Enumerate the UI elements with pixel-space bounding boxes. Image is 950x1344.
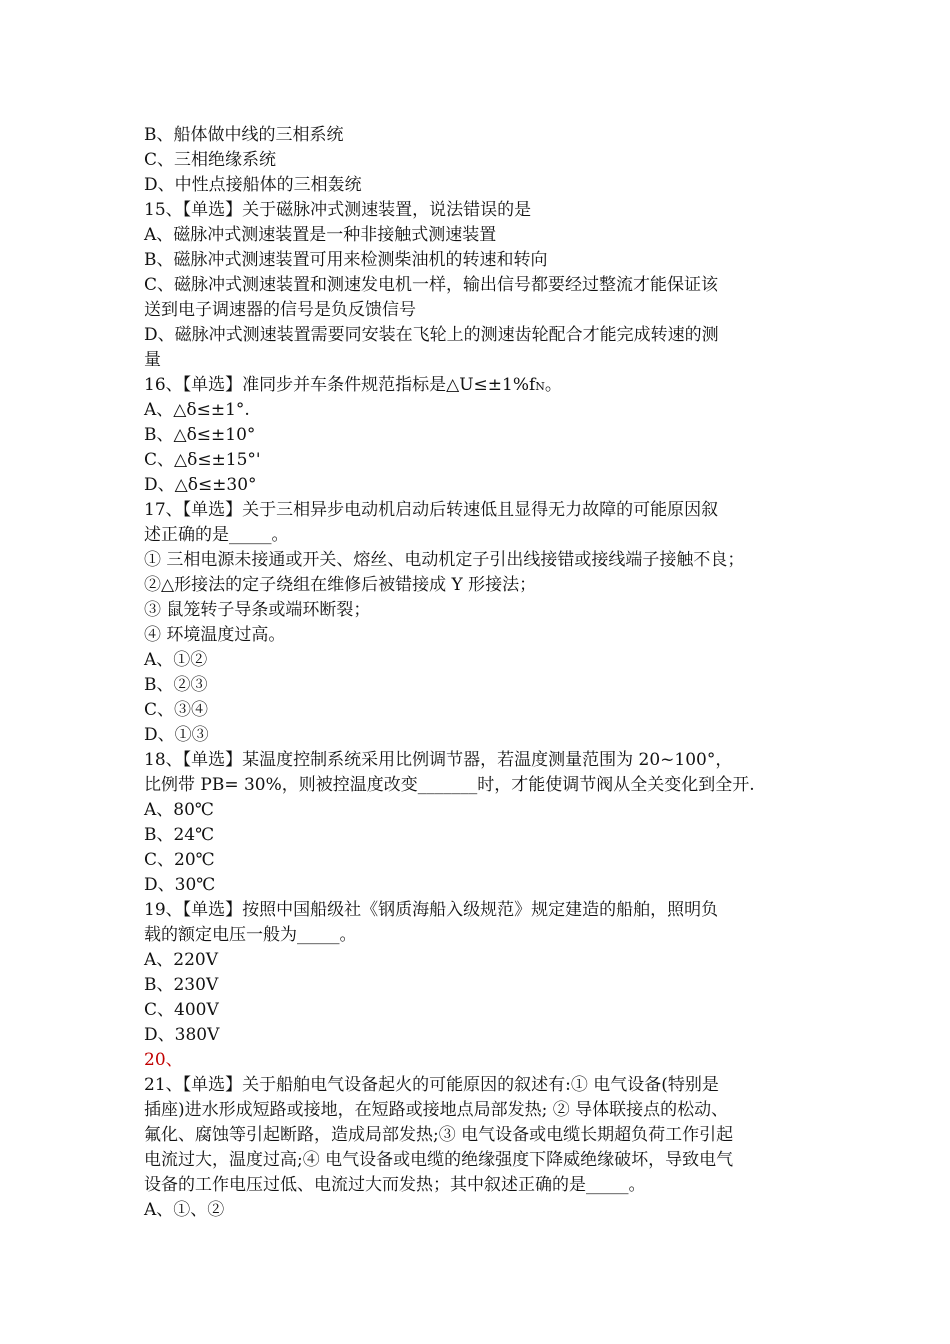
question-19: 19、【单选】按照中国船级社《钢质海船入级规范》规定建造的船舶，照明负 <box>144 900 719 920</box>
text-line: 述正确的是_____。 <box>144 525 289 545</box>
text-line: 电流过大，温度过高;④ 电气设备或电缆的绝缘强度下降威绝缘破坏，导致电气 <box>144 1150 734 1170</box>
option-line: C、△δ≤±15°' <box>144 450 261 470</box>
question-15: 15、【单选】关于磁脉冲式测速装置，说法错误的是 <box>144 200 532 220</box>
question-16-text: 16、【单选】准同步并车条件规范指标是△U≤±1%f <box>144 375 536 395</box>
text-line: 载的额定电压一般为_____。 <box>144 925 357 945</box>
text-line: 比例带 PB= 30%，则被控温度改变_______时，才能使调节阀从全关变化到全开. <box>144 775 755 795</box>
text-line: ③ 鼠笼转子导条或端环断裂； <box>144 600 371 620</box>
option-line: D、△δ≤±30° <box>144 475 257 495</box>
option-line: D、30℃ <box>144 875 216 895</box>
option-line: B、24℃ <box>144 825 215 845</box>
option-line: B、②③ <box>144 675 208 695</box>
question-21: 21、【单选】关于船舶电气设备起火的可能原因的叙述有:① 电气设备(特别是 <box>144 1075 719 1095</box>
text-line: 设备的工作电压过低、电流过大而发热；其中叙述正确的是_____。 <box>144 1175 646 1195</box>
option-line: A、220V <box>144 950 219 970</box>
option-line: D、①③ <box>144 725 209 745</box>
option-line: C、20℃ <box>144 850 215 870</box>
text-line: C、三相绝缘系统 <box>144 150 277 170</box>
option-line: C、400V <box>144 1000 219 1020</box>
text-line: ① 三相电源未接通或开关、熔丝、电动机定子引出线接错或接线端子接触不良； <box>144 550 745 570</box>
text-line: 送到电子调速器的信号是负反馈信号 <box>144 300 416 320</box>
option-line: D、380V <box>144 1025 220 1045</box>
question-16-suffix: 。 <box>544 375 562 395</box>
option-line: C、③④ <box>144 700 209 720</box>
question-18: 18、【单选】某温度控制系统采用比例调节器，若温度测量范围为 20~100°， <box>144 750 733 770</box>
document-body <box>144 123 816 1223</box>
option-line: B、230V <box>144 975 219 995</box>
text-line: 氟化、腐蚀等引起断路，造成局部发热;③ 电气设备或电缆长期超负荷工作引起 <box>144 1125 734 1145</box>
subscript-n: N <box>535 380 545 393</box>
text-line: 插座)进水形成短路或接地，在短路或接地点局部发热; ② 导体联接点的松动、 <box>144 1100 729 1120</box>
question-20: 20、 <box>144 1050 183 1070</box>
option-line: A、80℃ <box>144 800 214 820</box>
text-line: ④ 环境温度过高。 <box>144 625 286 645</box>
option-line: A、①② <box>144 650 208 670</box>
option-line: B、△δ≤±10° <box>144 425 256 445</box>
text-line: D、中性点接船体的三相轰统 <box>144 175 362 195</box>
text-line: 量 <box>144 350 161 370</box>
text-line: ②△形接法的定子绕组在维修后被错接成 Y 形接法； <box>144 575 537 595</box>
option-line: A、△δ≤±1°. <box>144 400 250 420</box>
option-line: A、①、② <box>144 1200 225 1220</box>
option-line: C、磁脉冲式测速装置和测速发电机一样，输出信号都要经过整流才能保证该 <box>144 275 719 295</box>
option-line: D、磁脉冲式测速装置需要同安装在飞轮上的测速齿轮配合才能完成转速的测 <box>144 325 719 345</box>
text-line: B、船体做中线的三相系统 <box>144 125 344 145</box>
question-17: 17、【单选】关于三相异步电动机启动后转速低且显得无力故障的可能原因叙 <box>144 500 719 520</box>
option-line: B、磁脉冲式测速装置可用来检测柴油机的转速和转向 <box>144 250 548 270</box>
option-line: A、磁脉冲式测速装置是一种非接触式测速装置 <box>144 225 497 245</box>
question-16 <box>144 373 816 398</box>
